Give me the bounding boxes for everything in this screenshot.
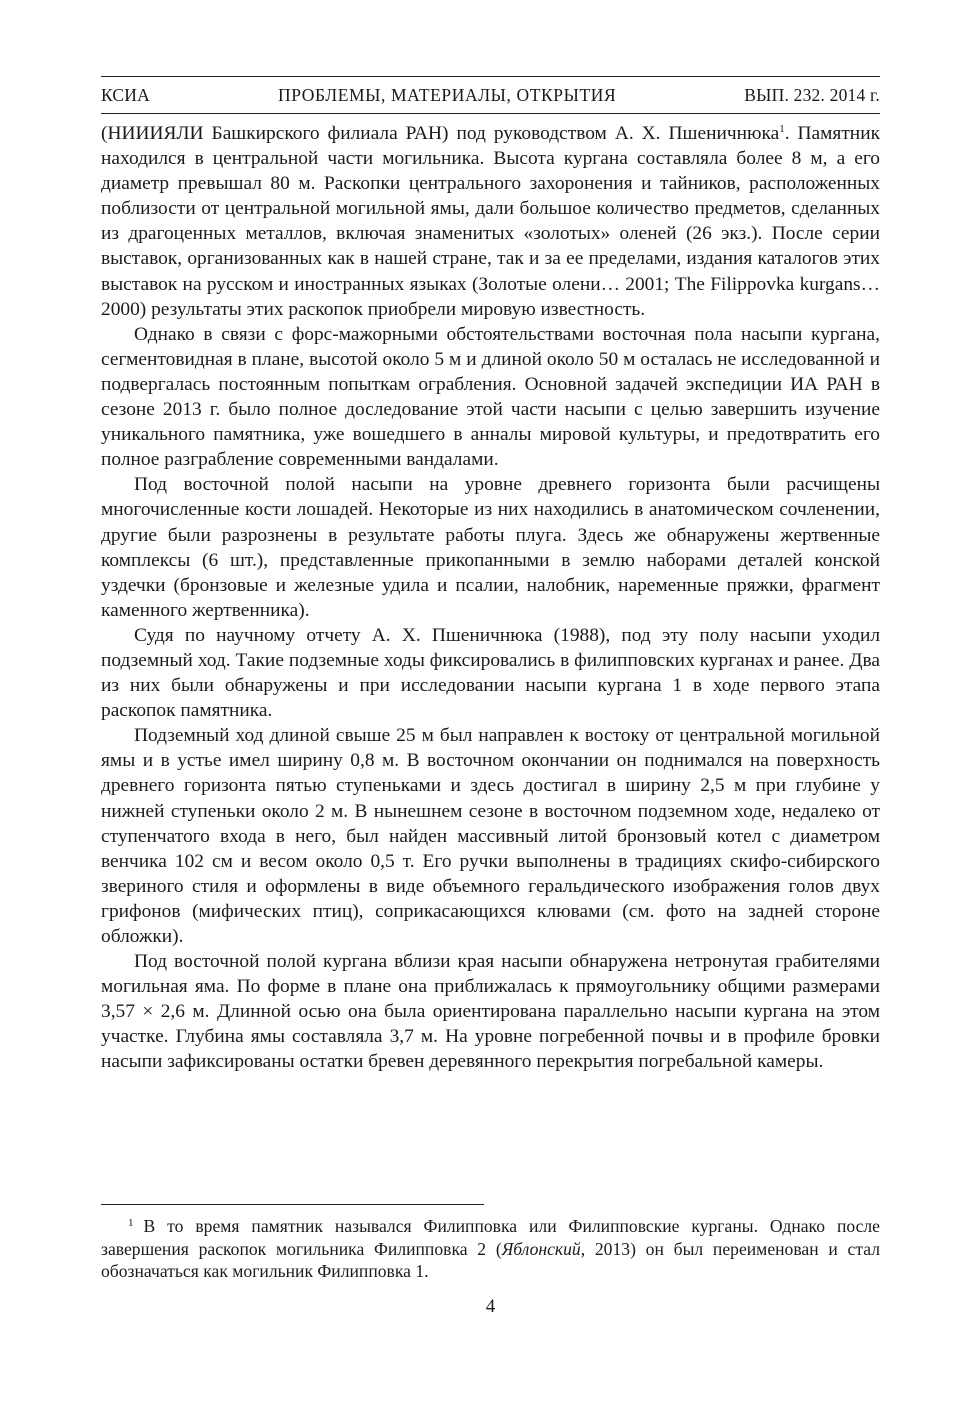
paragraph-1 <box>101 121 880 322</box>
footnote-divider <box>101 1204 484 1205</box>
footnote-ref[interactable]: 1 <box>779 123 785 135</box>
paragraph-1-rest: . Памятник находился в центральной части могильника. Высота кургана составляла более 8 м, а его диаметр превышал 80 м. Раскопки центрального захоронения и тайников, расположенных поблизости от центральной могильной ямы, дали большое количество предметов, сделанных из драгоценных металлов, включая знаменитых «золотых» оленей (26 экз.). После серии выставок, организованных как в нашей стране, так и за ее пределами, издания каталогов этих выставок на русском и иностранных языках (Золотые олени… 2001; The Filippovka kurgans… 2000) результаты этих раскопок приобрели мировую известность. <box>101 123 880 320</box>
page-number: 4 <box>485 1296 496 1317</box>
footnote-text-b: , 2013) он был переименован и стал обозначаться как могильник Филипповка 1. <box>101 1238 881 1282</box>
paragraph-6: Под восточной полой кургана вблизи края насыпи обнаружена нетронутая грабителями могильная яма. По форме в плане она приближалась к прямоугольнику общими размерами 3,57 × 2,6 м. Длинной осью она была ориентирована параллельно насыпи кургана на этом участке. Глубина ямы составляла 3,7 м. На уровне погребенной почвы и в профиле бровки насыпи зафиксированы остатки бревен деревянного перекрытия погребальной камеры. <box>101 951 880 1073</box>
footnote-author: Яблонский <box>501 1238 581 1259</box>
paragraph-4: Судя по научному отчету А. Х. Пшеничнюка (1988), под эту полу насыпи уходил подземный ход. Такие подземные ходы фиксировались в филипповских курганах и ранее. Два из них были обнаружены и при исследовании насыпи кургана 1 в ходе первого этапа раскопок памятника. <box>101 624 880 722</box>
footnote-text-a: В то время памятник назывался Филипповка или Филипповские курганы. Однако после завершения раскопок могильника Филипповка 2 ( <box>101 1216 880 1259</box>
footnote-mark: 1 <box>128 1217 134 1229</box>
footnote <box>101 1212 880 1283</box>
running-header <box>101 76 880 114</box>
paragraph-3: Под восточной полой насыпи на уровне древнего горизонта были расчищены многочисленные кости лошадей. Некоторые из них находились в анатомическом сочленении, другие были разрознены в результате работы плуга. Здесь же обнаружены жертвенные комплексы (6 шт.), представленные прикопанными в землю наборами деталей конской уздечки (бронзовые и железные удила и псалии, налобник, наременные пряжки, фрагмент каменного жертвенника). <box>101 474 880 621</box>
journal-abbrev: КСИА <box>101 84 150 105</box>
paragraph-1-text: (НИИИЯЛИ Башкирского филиала РАН) под руководством А. Х. Пшеничнюка <box>101 123 780 144</box>
paragraph-5: Подземный ход длиной свыше 25 м был направлен к востоку от центральной могильной ямы и в устье имел ширину 0,8 м. В восточном окончании он поднимался на поверхность древнего горизонта пятью ступеньками и здесь достигал в ширину 2,5 м при глубине у нижней ступеньки около 2 м. В нынешнем сезоне в восточном подземном ходе, недалеко от ступенчатого входа в него, был найден массивный литой бронзовый котел с диаметром венчика 102 см и весом около 0,5 т. Его ручки выполнены в традициях скифо-сибирского звериного стиля и оформлены в виде объемного геральдического изображения голов двух грифонов (мифических птиц), соприкасающихся клювами (см. фото на задней стороне обложки). <box>101 725 880 947</box>
paragraph-2: Однако в связи с форс-мажорными обстоятельствами восточная пола насыпи кургана, сегментовидная в плане, высотой около 5 м и длиной около 50 м осталась не исследованной и подвергалась постоянным попыткам ограбления. Основной задачей экспедиции ИА РАН в сезоне 2013 г. было полное доследование этой части насыпи с целью завершить изучение уникального памятника, уже вошедшего в анналы мировой культуры, и предотвратить его полное разграбление современными вандалами. <box>101 323 880 471</box>
issue-info: ВЫП. 232. 2014 г. <box>744 84 880 105</box>
document-page <box>101 0 880 1418</box>
body-text <box>101 121 880 1075</box>
journal-title: ПРОБЛЕМЫ, МАТЕРИАЛЫ, ОТКРЫТИЯ <box>278 84 617 105</box>
